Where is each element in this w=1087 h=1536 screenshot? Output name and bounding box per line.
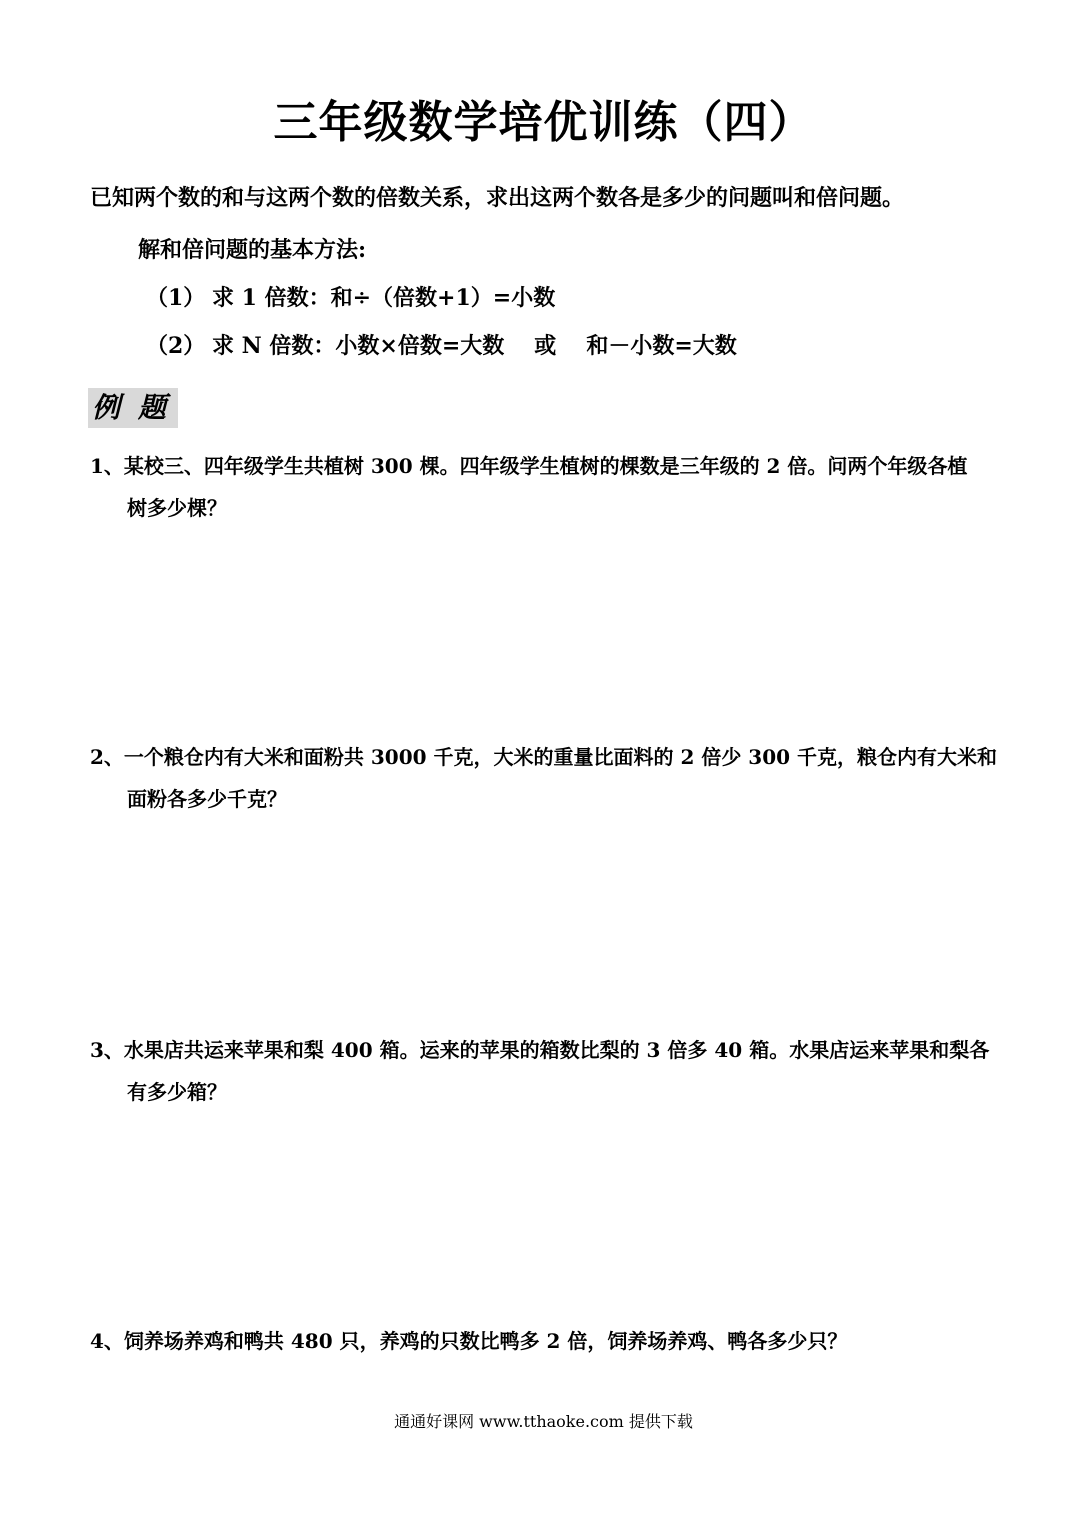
method-or-word: 或: [534, 333, 557, 359]
method-item-text: 求 N 倍数：小数×倍数=大数: [212, 333, 505, 359]
method-item-2: [146, 329, 737, 360]
method-item-number: （1）: [146, 285, 206, 311]
method-heading: 解和倍问题的基本方法:: [138, 237, 367, 263]
method-item-1: [146, 281, 555, 312]
intro-paragraph: 已知两个数的和与这两个数的倍数关系，求出这两个数各是多少的问题叫和倍问题。: [90, 185, 905, 211]
problem-line: 1、某校三、四年级学生共植树 300 棵。四年级学生植树的棵数是三年级的 2 倍。问两个年级各植: [90, 454, 968, 478]
method-item-text: 求 1 倍数：和÷（倍数+1）=小数: [212, 285, 556, 311]
page-title: 三年级数学培优训练（四）: [273, 97, 814, 148]
problem-line-continued: 面粉各多少千克？: [127, 787, 287, 811]
method-item-number: （2）: [146, 333, 206, 359]
footer-source: 通通好课网 www.tthaoke.com 提供下载: [394, 1412, 693, 1431]
problem-line: 2、一个粮仓内有大米和面粉共 3000 千克，大米的重量比面料的 2 倍少 300 千克，粮仓内有大米和: [90, 745, 998, 769]
problem-3: [90, 1029, 989, 1113]
problem-2: [90, 736, 997, 820]
problem-line-continued: 树多少棵？: [127, 496, 227, 520]
problem-line-continued: 有多少箱？: [127, 1080, 227, 1104]
example-heading: 例题: [88, 388, 178, 428]
problem-line: 3、水果店共运来苹果和梨 400 箱。运来的苹果的箱数比梨的 3 倍多 40 箱。水果店运来苹果和梨各: [90, 1038, 990, 1062]
problem-4: [90, 1320, 847, 1362]
problem-line: 4、饲养场养鸡和鸭共 480 只，养鸡的只数比鸭多 2 倍，饲养场养鸡、鸭各多少只？: [90, 1329, 848, 1353]
method-alt-text: 和－小数=大数: [586, 333, 737, 359]
problem-1: [90, 445, 967, 529]
